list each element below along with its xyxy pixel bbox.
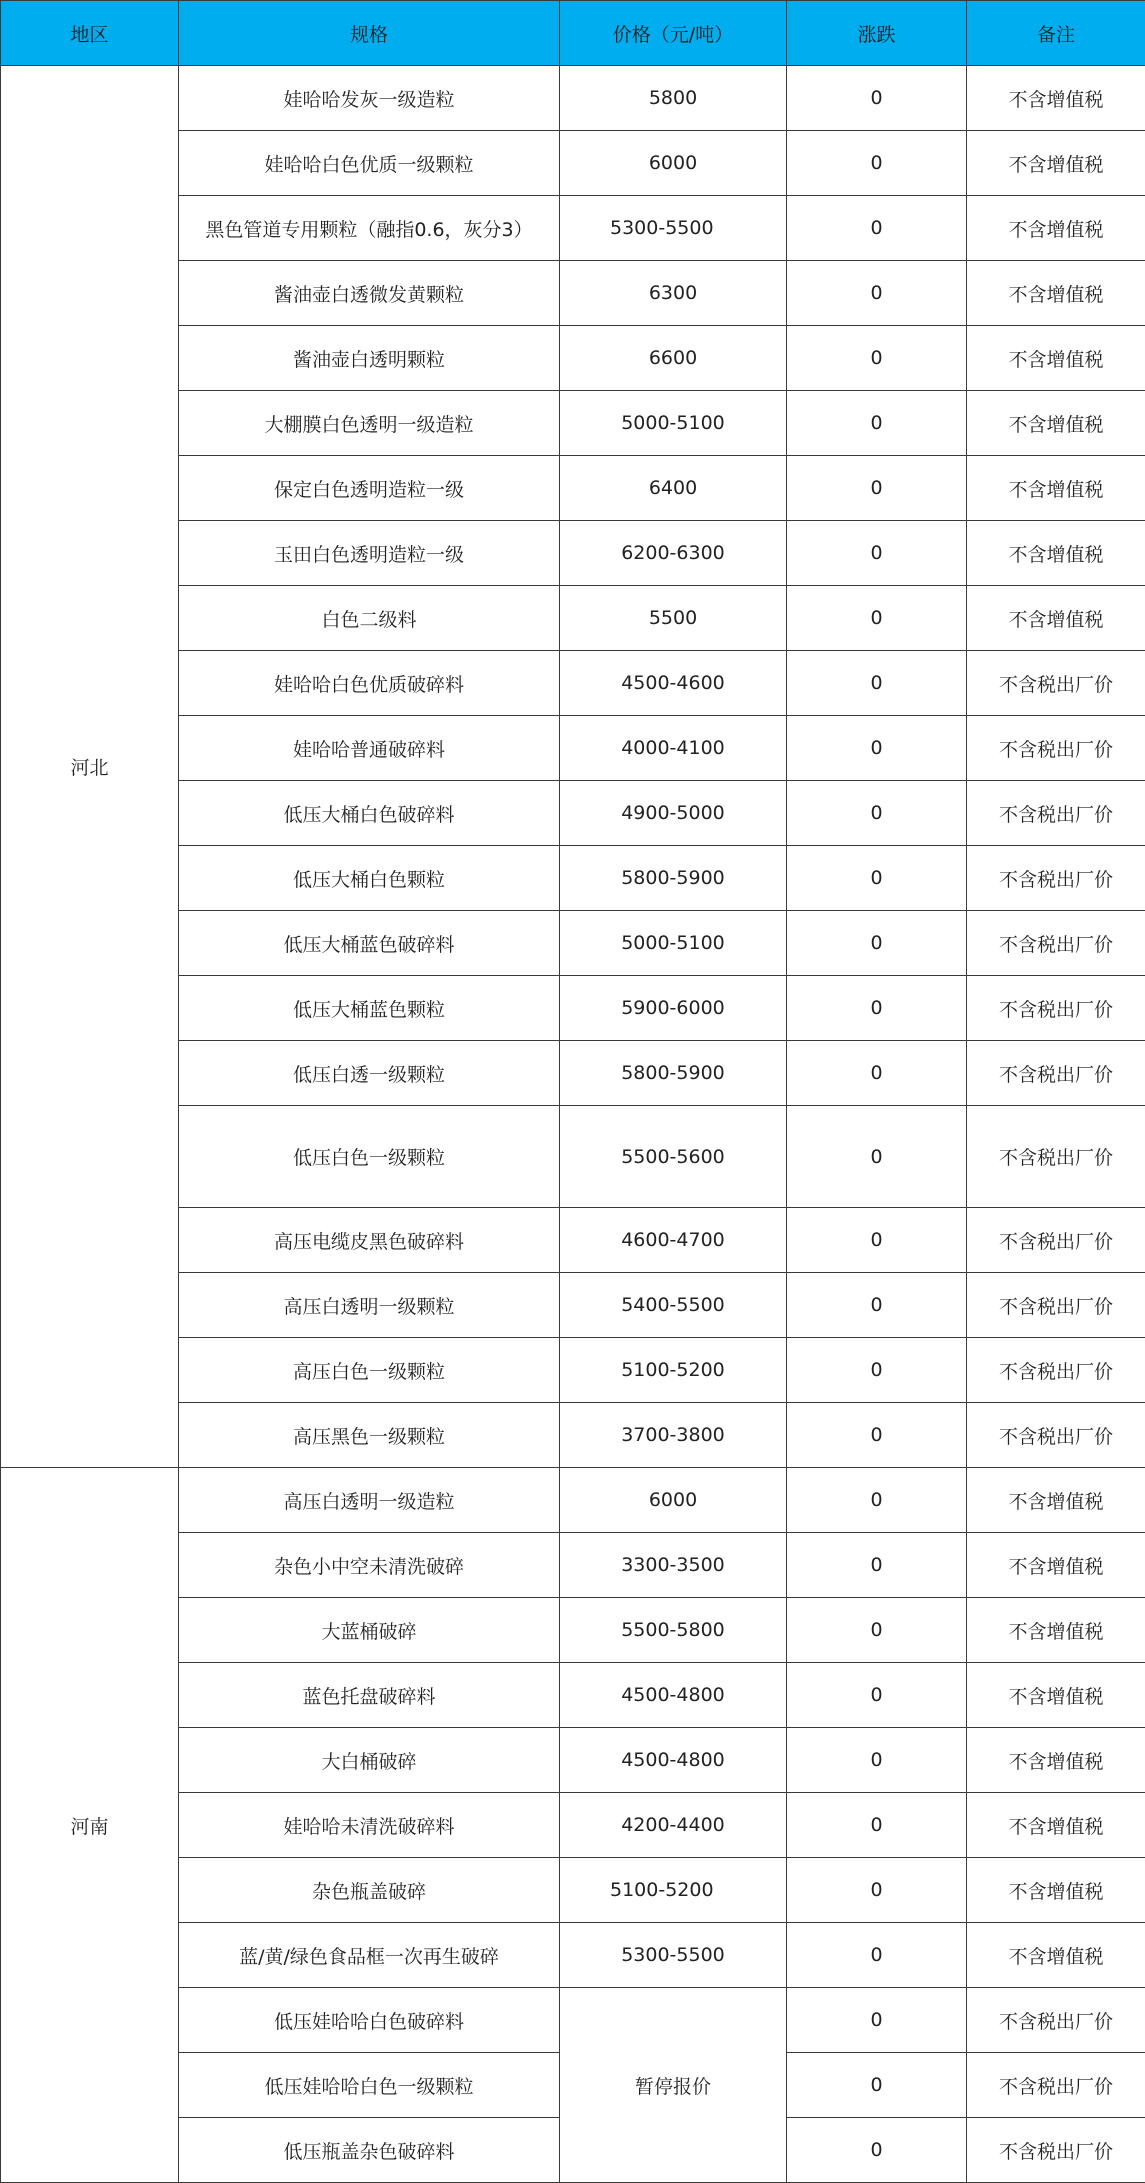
change-cell: 0	[787, 586, 967, 651]
spec-cell: 低压大桶白色颗粒	[179, 846, 560, 911]
change-cell: 0	[787, 326, 967, 391]
change-cell: 0	[787, 1988, 967, 2053]
spec-cell: 黑色管道专用颗粒（融指0.6，灰分3）	[179, 196, 560, 261]
header-region: 地区	[1, 1, 179, 66]
note-cell: 不含增值税	[967, 1858, 1145, 1923]
spec-cell: 低压娃哈哈白色一级颗粒	[179, 2053, 560, 2118]
spec-cell: 保定白色透明造粒一级	[179, 456, 560, 521]
change-cell: 0	[787, 1106, 967, 1208]
table-row	[1, 1468, 1145, 1533]
price-cell: 6200-6300	[560, 521, 787, 586]
header-price: 价格（元/吨）	[560, 1, 787, 66]
price-cell: 4000-4100	[560, 716, 787, 781]
price-cell: 3700-3800	[560, 1403, 787, 1468]
note-cell: 不含税出厂价	[967, 846, 1145, 911]
price-cell: 5500-5800	[560, 1598, 787, 1663]
note-cell: 不含增值税	[967, 586, 1145, 651]
change-cell: 0	[787, 1858, 967, 1923]
change-cell: 0	[787, 261, 967, 326]
price-cell: 5800-5900	[560, 846, 787, 911]
change-cell: 0	[787, 456, 967, 521]
note-cell: 不含增值税	[967, 391, 1145, 456]
spec-cell: 娃哈哈发灰一级造粒	[179, 66, 560, 131]
price-cell: 5500	[560, 586, 787, 651]
spec-cell: 酱油壶白透微发黄颗粒	[179, 261, 560, 326]
note-cell: 不含税出厂价	[967, 1208, 1145, 1273]
spec-cell: 高压白色一级颗粒	[179, 1338, 560, 1403]
change-cell: 0	[787, 1338, 967, 1403]
change-cell: 0	[787, 2118, 967, 2183]
change-cell: 0	[787, 1663, 967, 1728]
change-cell: 0	[787, 1273, 967, 1338]
price-cell: 6600	[560, 326, 787, 391]
spec-cell: 娃哈哈白色优质一级颗粒	[179, 131, 560, 196]
note-cell: 不含税出厂价	[967, 651, 1145, 716]
change-cell: 0	[787, 1533, 967, 1598]
spec-cell: 杂色小中空未清洗破碎	[179, 1533, 560, 1598]
change-cell: 0	[787, 66, 967, 131]
change-cell: 0	[787, 1041, 967, 1106]
price-cell: 4500-4600	[560, 651, 787, 716]
spec-cell: 低压大桶蓝色颗粒	[179, 976, 560, 1041]
region-cell: 河北	[1, 66, 179, 1468]
change-cell: 0	[787, 131, 967, 196]
header-row	[1, 1, 1145, 66]
note-cell: 不含税出厂价	[967, 1273, 1145, 1338]
change-cell: 0	[787, 1923, 967, 1988]
change-cell: 0	[787, 1208, 967, 1273]
note-cell: 不含增值税	[967, 1468, 1145, 1533]
price-cell: 6000	[560, 131, 787, 196]
note-cell: 不含增值税	[967, 131, 1145, 196]
change-cell: 0	[787, 2053, 967, 2118]
price-cell: 5000-5100	[560, 391, 787, 456]
change-cell: 0	[787, 651, 967, 716]
price-cell: 5300-5500	[560, 196, 787, 261]
change-cell: 0	[787, 521, 967, 586]
spec-cell: 酱油壶白透明颗粒	[179, 326, 560, 391]
spec-cell: 高压白透明一级颗粒	[179, 1273, 560, 1338]
note-cell: 不含税出厂价	[967, 976, 1145, 1041]
note-cell: 不含增值税	[967, 1663, 1145, 1728]
spec-cell: 低压白色一级颗粒	[179, 1106, 560, 1208]
header-spec: 规格	[179, 1, 560, 66]
note-cell: 不含税出厂价	[967, 1041, 1145, 1106]
price-cell: 6000	[560, 1468, 787, 1533]
note-cell: 不含税出厂价	[967, 781, 1145, 846]
price-cell: 暂停报价	[560, 1988, 787, 2183]
change-cell: 0	[787, 1728, 967, 1793]
note-cell: 不含增值税	[967, 1598, 1145, 1663]
price-cell: 4500-4800	[560, 1663, 787, 1728]
table-row	[1, 66, 1145, 131]
price-cell: 4500-4800	[560, 1728, 787, 1793]
spec-cell: 低压大桶蓝色破碎料	[179, 911, 560, 976]
note-cell: 不含增值税	[967, 196, 1145, 261]
note-cell: 不含增值税	[967, 326, 1145, 391]
price-cell: 5300-5500	[560, 1923, 787, 1988]
price-cell: 5800	[560, 66, 787, 131]
header-note: 备注	[967, 1, 1145, 66]
price-cell: 5400-5500	[560, 1273, 787, 1338]
spec-cell: 高压电缆皮黑色破碎料	[179, 1208, 560, 1273]
spec-cell: 玉田白色透明造粒一级	[179, 521, 560, 586]
change-cell: 0	[787, 1468, 967, 1533]
note-cell: 不含税出厂价	[967, 716, 1145, 781]
price-cell: 5800-5900	[560, 1041, 787, 1106]
spec-cell: 娃哈哈普通破碎料	[179, 716, 560, 781]
spec-cell: 白色二级料	[179, 586, 560, 651]
price-cell: 5100-5200	[560, 1858, 787, 1923]
price-cell: 3300-3500	[560, 1533, 787, 1598]
price-cell: 4600-4700	[560, 1208, 787, 1273]
change-cell: 0	[787, 196, 967, 261]
spec-cell: 低压大桶白色破碎料	[179, 781, 560, 846]
change-cell: 0	[787, 976, 967, 1041]
note-cell: 不含增值税	[967, 261, 1145, 326]
spec-cell: 大蓝桶破碎	[179, 1598, 560, 1663]
note-cell: 不含增值税	[967, 1923, 1145, 1988]
spec-cell: 低压瓶盖杂色破碎料	[179, 2118, 560, 2183]
spec-cell: 高压黑色一级颗粒	[179, 1403, 560, 1468]
note-cell: 不含增值税	[967, 521, 1145, 586]
price-cell: 4200-4400	[560, 1793, 787, 1858]
change-cell: 0	[787, 1793, 967, 1858]
spec-cell: 低压白透一级颗粒	[179, 1041, 560, 1106]
price-cell: 5000-5100	[560, 911, 787, 976]
note-cell: 不含税出厂价	[967, 2053, 1145, 2118]
note-cell: 不含税出厂价	[967, 1106, 1145, 1208]
change-cell: 0	[787, 391, 967, 456]
change-cell: 0	[787, 716, 967, 781]
note-cell: 不含税出厂价	[967, 2118, 1145, 2183]
spec-cell: 杂色瓶盖破碎	[179, 1858, 560, 1923]
change-cell: 0	[787, 1403, 967, 1468]
spec-cell: 低压娃哈哈白色破碎料	[179, 1988, 560, 2053]
note-cell: 不含税出厂价	[967, 1988, 1145, 2053]
price-cell: 5500-5600	[560, 1106, 787, 1208]
change-cell: 0	[787, 1598, 967, 1663]
note-cell: 不含增值税	[967, 1728, 1145, 1793]
price-cell: 5900-6000	[560, 976, 787, 1041]
note-cell: 不含税出厂价	[967, 1403, 1145, 1468]
price-cell: 4900-5000	[560, 781, 787, 846]
spec-cell: 娃哈哈未清洗破碎料	[179, 1793, 560, 1858]
note-cell: 不含增值税	[967, 456, 1145, 521]
price-cell: 6400	[560, 456, 787, 521]
spec-cell: 大棚膜白色透明一级造粒	[179, 391, 560, 456]
price-cell: 6300	[560, 261, 787, 326]
change-cell: 0	[787, 781, 967, 846]
change-cell: 0	[787, 846, 967, 911]
spec-cell: 大白桶破碎	[179, 1728, 560, 1793]
note-cell: 不含增值税	[967, 1793, 1145, 1858]
note-cell: 不含税出厂价	[967, 911, 1145, 976]
price-cell: 5100-5200	[560, 1338, 787, 1403]
note-cell: 不含税出厂价	[967, 1338, 1145, 1403]
spec-cell: 蓝色托盘破碎料	[179, 1663, 560, 1728]
region-cell: 河南	[1, 1468, 179, 2183]
note-cell: 不含增值税	[967, 1533, 1145, 1598]
change-cell: 0	[787, 911, 967, 976]
spec-cell: 蓝/黄/绿色食品框一次再生破碎	[179, 1923, 560, 1988]
spec-cell: 高压白透明一级造粒	[179, 1468, 560, 1533]
note-cell: 不含增值税	[967, 66, 1145, 131]
spec-cell: 娃哈哈白色优质破碎料	[179, 651, 560, 716]
table-body	[1, 66, 1145, 2183]
header-change: 涨跌	[787, 1, 967, 66]
